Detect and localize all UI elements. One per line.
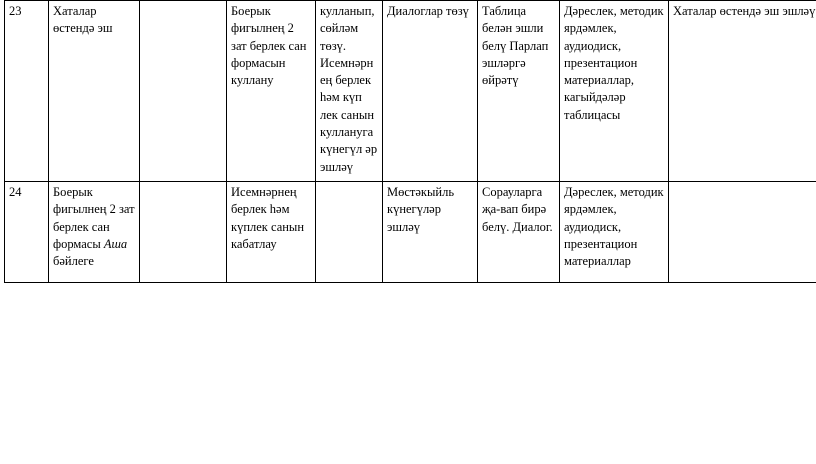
lesson-topic: Хаталар өстендә эш	[49, 1, 140, 182]
materials-cell: Дәреслек, методик ярдәмлек, аудиодиск, презентацион материаллар, кагыйдәләр таблицасы	[560, 1, 669, 182]
activities-cell: кулланып, сөйләм төзү. Исемнәрн ең берлек һәм күп лек санын куллануга күнегүл әр эшләү	[316, 1, 383, 182]
lesson-plan-table	[4, 0, 816, 283]
grammar-cell: Боерык фигылнең 2 зат берлек сан формасын куллану	[227, 1, 316, 182]
table-row	[5, 182, 816, 283]
lesson-number: 23	[5, 1, 49, 182]
dialogue-cell: Диалоглар төзү	[383, 1, 478, 182]
control-cell: Хаталар өстендә эш эшләү	[669, 1, 816, 182]
dialogue-cell: Мөстәкыйль күнегүләр эшләү	[383, 182, 478, 283]
topic-text-end: бәйлеге	[53, 254, 94, 269]
hours-cell	[140, 182, 227, 283]
materials-cell: Дәреслек, методик ярдәмлек, аудиодиск, презентацион материаллар	[560, 182, 669, 283]
activities-cell	[316, 182, 383, 283]
topic-italic-word: Аша	[103, 236, 128, 251]
topic-text: Боерык фигылнең 2 зат берлек сан формасы	[53, 185, 135, 251]
table-row	[5, 1, 816, 182]
skills-cell: Сорауларга җа-вап бирә белү. Диалог.	[478, 182, 560, 283]
lesson-topic	[49, 182, 140, 283]
skills-cell: Таблица белән эшли белү Парлап эшләргә өйрәтү	[478, 1, 560, 182]
grammar-cell: Исемнәрнең берлек һәм күплек санын кабатлау	[227, 182, 316, 283]
control-cell	[669, 182, 816, 283]
hours-cell	[140, 1, 227, 182]
lesson-number: 24	[5, 182, 49, 283]
